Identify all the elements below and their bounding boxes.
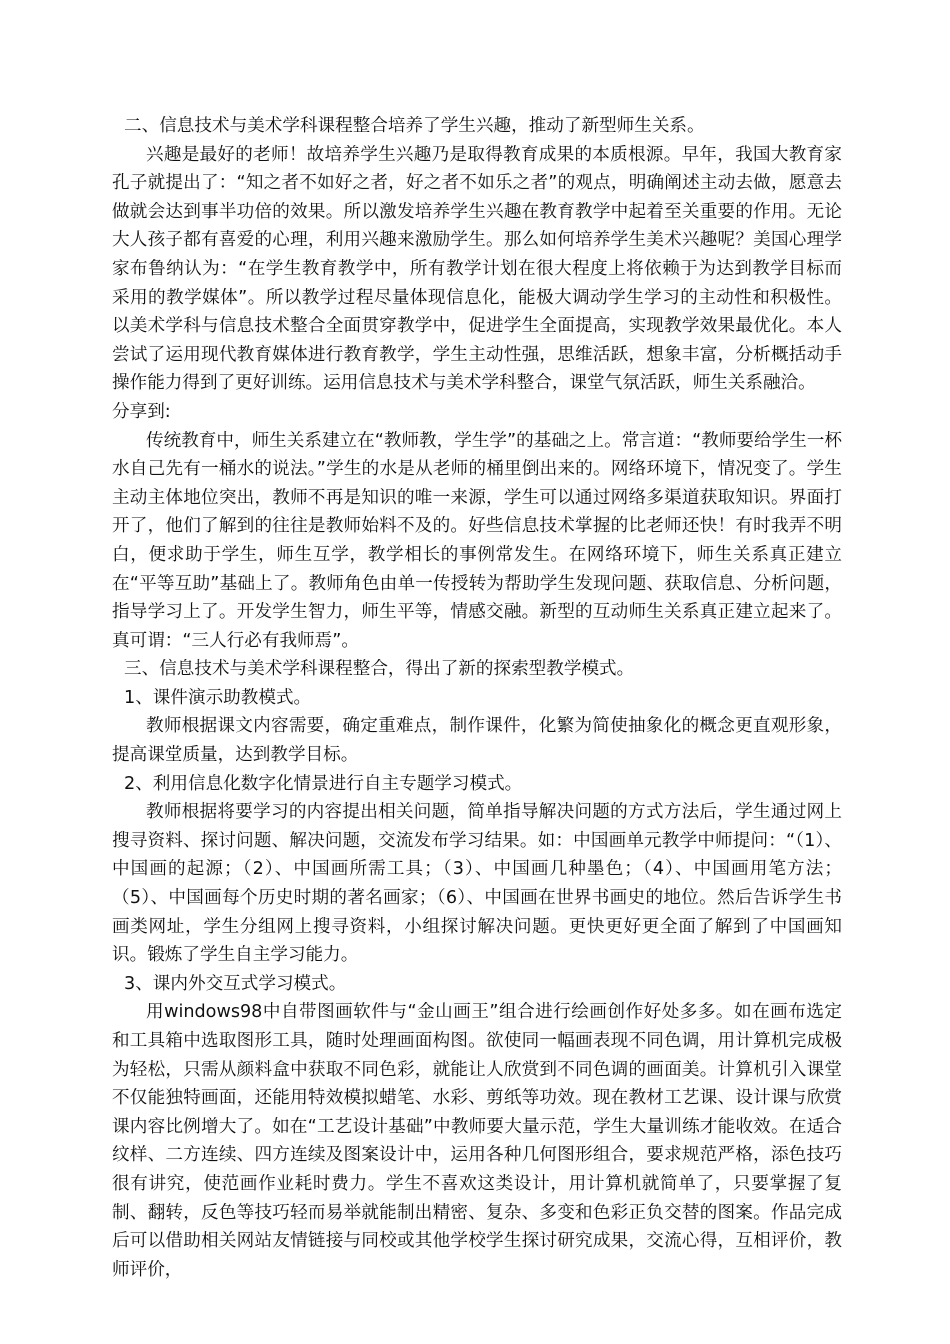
- share-label: 分享到:: [112, 401, 171, 422]
- section-heading-3: 三、信息技术与美术学科课程整合，得出了新的探索型教学模式。: [124, 659, 635, 680]
- section-heading-2: 二、信息技术与美术学科课程整合培养了学生兴趣，推动了新型师生关系。: [124, 116, 705, 136]
- body-paragraph-interactive: 用windows98中自带图画软件与“金山画王”组合进行绘画创作好处多多。如在画布选定和工具箱中选取图形工具，随时处理画面构图。欲使同一幅画表现不同色调，用计算机完成极为轻松，只需从颜料盒中获取不同色彩，就能让人欣赏到不同色调的画面美。计算机引入课堂不仅能独特画面，还能用特效模拟蜡笔、水彩、剪纸等功效。现在教材工艺课、设计课与欣赏课内容比例增大了。如在“工艺设计基础”中教师要大量示范，学生大量训练才能收效。在适合纹样、二方连续、四方连续及图案设计中，运用各种几何图形组合，要求规范严格，添色技巧很有讲究，使范画作业耗时费力。学生不喜欢这类设计，用计算机就简单了，只要掌握了复制、翻转，反色等技巧轻而易举就能制出精密、复杂、多变和色彩正负交替的图案。作品完成后可以借助相关网站友情链接与同校或其他学校学生探讨研究成果，交流心得，互相评价，教师评价，: [112, 1002, 842, 1280]
- body-paragraph-teacher-student: 传统教育中，师生关系建立在“教师教，学生学”的基础之上。常言道：“教师要给学生一杯水自己先有一桶水的说法。”学生的水是从老师的桶里倒出来的。网络环境下，情况变了。学生主动主体地位突出，教师不再是知识的唯一来源，学生可以通过网络多渠道获取知识。界面打开了，他们了解到的往往是教师始料不及的。好些信息技术掌握的比老师还快！有时我弄不明白，便求助于学生，师生互学，教学相长的事例常发生。在网络环境下，师生关系真正建立在“平等互助”基础上了。教师角色由单一传授转为帮助学生发现问题、获取信息、分析问题，指导学习上了。开发学生智力，师生平等，情感交融。新型的互动师生关系真正建立起来了。真可谓：“三人行必有我师焉”。: [112, 430, 842, 651]
- subheading-1: 1、课件演示助教模式。: [124, 687, 312, 708]
- body-paragraph-self-study: 教师根据将要学习的内容提出相关问题，简单指导解决问题的方式方法后，学生通过网上搜寻资料、探讨问题、解决问题，交流发布学习结果。如：中国画单元教学中师提问：“（1）、中国画的起源；（2）、中国画所需工具；（3）、中国画几种墨色；（4）、中国画用笔方法；（5）、中国画每个历史时期的著名画家；（6）、中国画在世界书画史的地位。然后告诉学生书画类网址，学生分组网上搜寻资料，小组探讨解决问题。更快更好更全面了解到了中国画知识。锻炼了学生自主学习能力。: [112, 802, 842, 966]
- subheading-3: 3、课内外交互式学习模式。: [124, 973, 347, 994]
- body-paragraph-interest: 兴趣是最好的老师！故培养学生兴趣乃是取得教育成果的本质根源。早年，我国大教育家孔子就提出了：“知之者不如好之者，好之者不如乐之者”的观点，明确阐述主动去做，愿意去做就会达到事半功倍的效果。所以激发培养学生兴趣在教育教学中起着至关重要的作用。无论大人孩子都有喜爱的心理，利用兴趣来激励学生。那么如何培养学生美术兴趣呢？美国心理学家布鲁纳认为：“在学生教育教学中，所有教学计划在很大程度上将依赖于为达到教学目标而采用的教学媒体”。所以教学过程尽量体现信息化，能极大调动学生学习的主动性和积极性。以美术学科与信息技术整合全面贯穿教学中，促进学生全面提高，实现教学效果最优化。本人尝试了运用现代教育媒体进行教育教学，学生主动性强，思维活跃，想象丰富，分析概括动手操作能力得到了更好训练。运用信息技术与美术学科整合，课堂气氛活跃，师生关系融洽。: [112, 144, 842, 394]
- subheading-2: 2、利用信息化数字化情景进行自主专题学习模式。: [124, 773, 523, 794]
- body-paragraph-courseware: 教师根据课文内容需要，确定重难点，制作课件，化繁为简使抽象化的概念更直观形象，提高课堂质量，达到教学目标。: [112, 716, 842, 766]
- document-page: [112, 112, 842, 1284]
